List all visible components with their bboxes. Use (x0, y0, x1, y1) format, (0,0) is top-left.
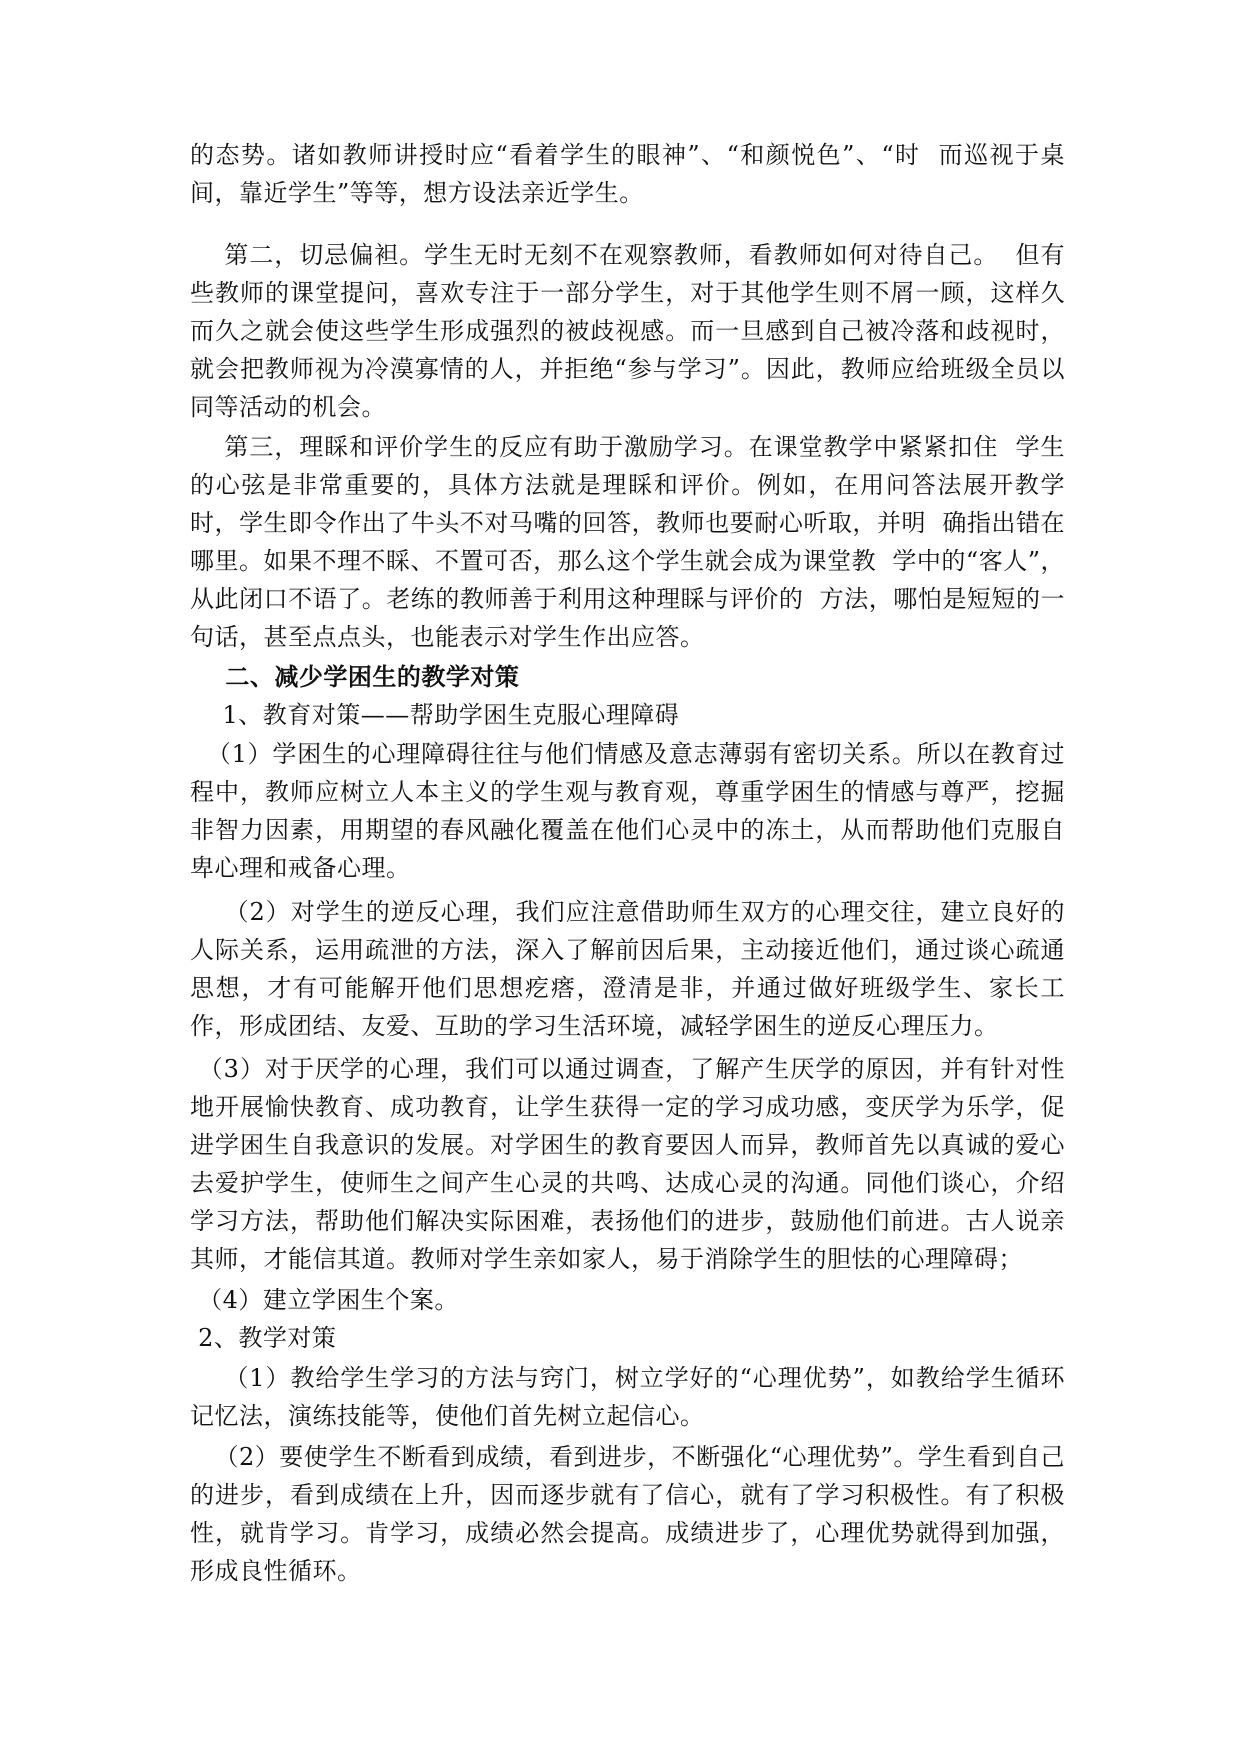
section-heading: 二、减少学困生的教学对策 (190, 662, 520, 691)
paragraph-second-point: 第二，切忌偏袒。学生无时无刻不在观察教师，看教师如何对待自己。 但有些教师的课堂提问，喜欢专注于一部分学生，对于其他学生则不屑一顾，这样久而久之就会使这些学生形成强烈的被歧视感。而一旦感到自己被冷落和歧视时，就会把教师视为冷漠寡情的人，并拒绝“参与学习”。因此，教师应给班级全员以同等活动的机会。 (190, 241, 1065, 421)
paragraph-item-4: （4）建立学困生个案。 (190, 1286, 459, 1314)
paragraph-item-3: （3）对于厌学的心理，我们可以通过调查，了解产生厌学的原因，并有针对性地开展愉快教育、成功教育，让学生获得一定的学习成功感，变厌学为乐学，促进学困生自我意识的发展。对学困生的教育要因人而异，教师首先以真诚的爱心去爱护学生，使师生之间产生心灵的共鸣、达成心灵的沟通。同他们谈心，介绍学习方法，帮助他们解决实际困难，表扬他们的进步，鼓励他们前进。古人说亲其师，才能信其道。教师对学生亲如家人，易于消除学生的胆怯的心理障碍； (190, 1055, 1065, 1273)
paragraph-third-point: 第三，理睬和评价学生的反应有助于激励学习。在课堂教学中紧紧扣住 学生的心弦是非常重要的，具体方法就是理睬和评价。例如，在用问答法展开教学时，学生即令作出了牛头不对马嘴的回答，教师也要耐心听取，并明 确指出错在哪里。如果不理不睬、不置可否，那么这个学生就会成为课堂教 学中的“客人”，从此闭口不语了。老练的教师善于利用这种理睬与评价的 方法，哪怕是短短的一句话，甚至点点头，也能表示对学生作出应答。 (190, 433, 1065, 651)
paragraph-intro-continuation: 的态势。诸如教师讲授时应“看着学生的眼神”、“和颜悦色”、“时 而巡视于桌间，靠近学生”等等，想方设法亲近学生。 (190, 141, 1065, 207)
paragraph-teaching-item-2: （2）要使学生不断看到成绩，看到进步，不断强化“心理优势”。学生看到自己的进步，看到成绩在上升，因而逐步就有了信心，就有了学习积极性。有了积极性，就肯学习。肯学习，成绩必然会提高。成绩进步了，心理优势就得到加强，形成良性循环。 (190, 1443, 1065, 1585)
paragraph-item-2: （2）对学生的逆反心理，我们应注意借助师生双方的心理交往，建立良好的人际关系，运用疏泄的方法，深入了解前因后果，主动接近他们，通过谈心疏通思想，才有可能解开他们思想疙瘩，澄清是非，并通过做好班级学生、家长工作，形成团结、友爱、互助的学习生活环境，减轻学困生的逆反心理压力。 (190, 898, 1065, 1040)
subsection-heading-teaching: 2、教学对策 (190, 1324, 337, 1352)
paragraph-teaching-item-1: （1）教给学生学习的方法与窍门，树立学好的“心理优势”，如教给学生循环记忆法，演练技能等，使他们首先树立起信心。 (190, 1364, 1065, 1430)
paragraph-item-1: （1）学困生的心理障碍往往与他们情感及意志薄弱有密切关系。所以在教育过程中，教师应树立人本主义的学生观与教育观，尊重学困生的情感与尊严，挖掘非智力因素，用期望的春风融化覆盖在他们心灵中的冻土，从而帮助他们克服自卑心理和戒备心理。 (190, 740, 1065, 882)
subsection-heading-education: 1、教育对策——帮助学困生克服心理障碍 (190, 701, 680, 729)
